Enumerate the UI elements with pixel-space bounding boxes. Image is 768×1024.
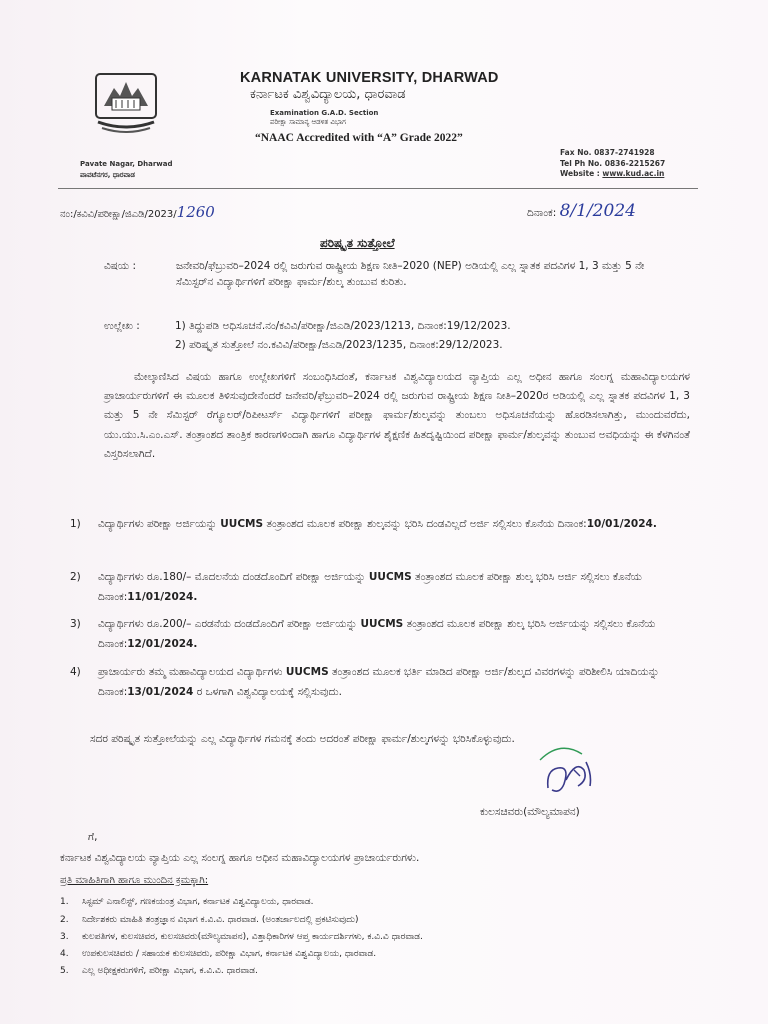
contact-block	[560, 148, 665, 180]
website-link[interactable]: www.kud.ac.in	[602, 169, 665, 178]
naac-accreditation: “NAAC Accredited with “A” Grade 2022”	[255, 132, 463, 144]
list-item-text: ಪ್ರಾಚಾರ್ಯರು ತಮ್ಮ ಮಹಾವಿದ್ಯಾಲಯದ ವಿದ್ಯಾರ್ಥಿಗಳು UUCMS ತಂತ್ರಾಂಶದ ಮೂಲಕ ಭರ್ತಿ ಮಾಡಿದ ಪರೀಕ್ಷಾ ಅರ್ಜಿ/ಶುಲ್ಕದ ವಿವರಗಳನ್ನು ಪರಿಶೀಲಿಸಿ ಯಾದಿಯನ್ನು ದಿನಾಂಕ:13/01/2024 ರ ಒಳಗಾಗಿ ವಿಶ್ವವಿದ್ಯಾಲಯಕ್ಕೆ ಸಲ್ಲಿಸುವುದು.	[98, 666, 660, 698]
signature-icon	[530, 740, 600, 798]
list-item-text: ವಿದ್ಯಾರ್ಥಿಗಳು ರೂ.180/– ಮೊದಲನೆಯ ದಂಡದೊಂದಿಗೆ ಪರೀಕ್ಷಾ ಅರ್ಜಿಯನ್ನು UUCMS ತಂತ್ರಾಂಶದ ಮೂಲಕ ಪರೀಕ್ಷಾ ಶುಲ್ಕ ಭರಿಸಿ ಅರ್ಜಿ ಸಲ್ಲಿಸಲು ಕೊನೆಯ ದಿನಾಂಕ:11/01/2024.	[98, 571, 642, 603]
list-item-number: 4)	[70, 666, 81, 678]
body-paragraph	[104, 368, 690, 464]
website-line	[560, 169, 665, 180]
university-name-en: KARNATAK UNIVERSITY, DHARWAD	[240, 70, 499, 86]
subject-label: ವಿಷಯ :	[104, 260, 137, 272]
list-item: 5. ಎಲ್ಲ ಅಧೀಕ್ಷಕರುಗಳಿಗೆ, ಪರೀಕ್ಷಾ ವಿಭಾಗ, ಕ.ವಿ.ವಿ. ಧಾರವಾಡ.	[60, 966, 258, 976]
list-item: 4. ಉಪಕುಲಸಚಿವರು / ಸಹಾಯಕ ಕುಲಸಚಿವರು, ಪರೀಕ್ಷಾ ವಿಭಾಗ, ಕರ್ನಾಟಕ ವಿಶ್ವವಿದ್ಯಾಲಯ, ಧಾರವಾಡ.	[60, 949, 377, 959]
reference-number	[60, 203, 215, 221]
list-item-number: 1)	[70, 518, 81, 530]
date-label: ದಿನಾಂಕ:	[527, 207, 560, 219]
tel-number: Tel Ph No. 0836-2215267	[560, 158, 666, 168]
fax-number: Fax No. 0837-2741928	[560, 148, 655, 157]
closing-paragraph: ಸದರ ಪರಿಷ್ಕೃತ ಸುತ್ತೋಲೆಯನ್ನು ಎಲ್ಲ ವಿದ್ಯಾರ್ಥಿಗಳ ಗಮನಕ್ಕೆ ತಂದು ಅದರಂತೆ ಪರೀಕ್ಷಾ ಫಾರ್ಮ/ಶುಲ್ಕಗಳನ್ನು ಭರಿಸಿಕೊಳ್ಳುವುದು.	[90, 733, 515, 745]
section-name-en: Examination G.A.D. Section	[270, 109, 379, 117]
list-item: 1. ಸಿಸ್ಟಮ್ ಎನಾಲಿಸ್ಟ್, ಗಣಕಯಂತ್ರ ವಿಭಾಗ, ಕರ್ನಾಟಕ ವಿಶ್ವವಿದ್ಯಾಲಯ, ಧಾರವಾಡ.	[60, 897, 314, 907]
header-divider	[58, 188, 698, 189]
recipient-list: ಕರ್ನಾಟಕ ವಿಶ್ವವಿದ್ಯಾಲಯ ವ್ಯಾಪ್ತಿಯ ಎಲ್ಲ ಸಂಲಗ್ನ ಹಾಗೂ ಅಧೀನ ಮಹಾವಿದ್ಯಾಲಯಗಳ ಪ್ರಾಚಾರ್ಯರುಗಳು.	[60, 852, 420, 864]
list-item	[70, 567, 690, 607]
reference-item-1: 1) ತಿದ್ದುಪಡಿ ಅಧಿಸೂಚನೆ.ನಂ/ಕವಿವಿ/ಪರೀಕ್ಷಾ/ಜಿಎಡಿ/2023/1213, ದಿನಾಂಕ:19/12/2023.	[175, 320, 511, 332]
reference-number-prefix: ನಂ:/ಕವಿವಿ/ಪರೀಕ್ಷಾ/ಜಿಎಡಿ/2023/	[60, 209, 177, 220]
address-en: Pavate Nagar, Dharwad	[80, 160, 173, 168]
date-handwritten: 8/1/2024	[559, 201, 636, 221]
list-item: 2. ನಿರ್ದೇಶಕರು ಮಾಹಿತಿ ತಂತ್ರಜ್ಞಾನ ವಿಭಾಗ ಕ.ವಿ.ವಿ. ಧಾರವಾಡ. (ಅಂತರ್ಜಾಲದಲ್ಲಿ ಪ್ರಕಟಿಸುವುದು)	[60, 915, 359, 925]
list-item-text: ವಿದ್ಯಾರ್ಥಿಗಳು ರೂ.200/– ಎರಡನೆಯ ದಂಡದೊಂದಿಗೆ ಪರೀಕ್ಷಾ ಅರ್ಜಿಯನ್ನು UUCMS ತಂತ್ರಾಂಶದ ಮೂಲಕ ಪರೀಕ್ಷಾ ಶುಲ್ಕ ಭರಿಸಿ ಅರ್ಜಿಯನ್ನು ಸಲ್ಲಿಸಲು ಕೊನೆಯ ದಿನಾಂಕ:12/01/2024.	[98, 618, 656, 650]
website-label: Website :	[560, 169, 603, 178]
copy-to-heading: ಪ್ರತಿ ಮಾಹಿತಿಗಾಗಿ ಹಾಗೂ ಮುಂದಿನ ಕ್ರಮಕ್ಕಾಗಿ:	[60, 875, 209, 886]
university-name-kn: ಕರ್ನಾಟಕ ವಿಶ್ವವಿದ್ಯಾಲಯ, ಧಾರವಾಡ	[250, 87, 406, 102]
references-label: ಉಲ್ಲೇಖ :	[104, 320, 140, 332]
section-name-kn: ಪರೀಕ್ಷಾ ಸಾಮಾನ್ಯ ಆಡಳಿತ ವಿಭಾಗ	[270, 118, 346, 126]
address-block	[80, 159, 173, 181]
signatory-title: ಕುಲಸಚಿವರು(ಮೌಲ್ಯಮಾಪನ)	[480, 806, 580, 818]
list-item	[70, 614, 690, 654]
list-item-text: ವಿದ್ಯಾರ್ಥಿಗಳು ಪರೀಕ್ಷಾ ಅರ್ಜಿಯನ್ನು UUCMS ತಂತ್ರಾಂಶದ ಮೂಲಕ ಪರೀಕ್ಷಾ ಶುಲ್ಕವನ್ನು ಭರಿಸಿ ದಂಡವಿಲ್ಲದೆ ಅರ್ಜಿ ಸಲ್ಲಿಸಲು ಕೊನೆಯ ದಿನಾಂಕ:10/01/2024.	[98, 518, 657, 530]
list-item	[70, 662, 690, 702]
recipient-label: ಗೆ,	[88, 831, 98, 843]
list-item: 3. ಕುಲಪತಿಗಳ, ಕುಲಸಚಿವರ, ಕುಲಸಚಿವರು(ಮೌಲ್ಯಮಾಪನ), ವಿತ್ತಾಧಿಕಾರಿಗಳ ಆಪ್ತ ಕಾರ್ಯದರ್ಶಿಗಳು, ಕ.ವಿ.ವಿ ಧಾರವಾಡ.	[60, 932, 423, 942]
address-kn: ಪಾವಟೆನಗರ, ಧಾರವಾಡ	[80, 171, 135, 179]
list-item-number: 2)	[70, 571, 81, 583]
body-paragraph-text: ಮೇಲ್ಕಾಣಿಸಿದ ವಿಷಯ ಹಾಗೂ ಉಲ್ಲೇಖಗಳಿಗೆ ಸಂಬಂಧಿಸಿದಂತೆ, ಕರ್ನಾಟಕ ವಿಶ್ವವಿದ್ಯಾಲಯದ ವ್ಯಾಪ್ತಿಯ ಎಲ್ಲ ಅಧೀನ ಹಾಗೂ ಸಂಲಗ್ನ ಮಹಾವಿದ್ಯಾಲಯಗಳ ಪ್ರಾಚಾರ್ಯರುಗಳಿಗೆ ಈ ಮೂಲಕ ತಿಳಿಸುವುದೇನೆಂದರೆ ಜನೇವರಿ/ಫೆಬ್ರುವರಿ–2024 ರಲ್ಲಿ ಜರುಗುವ ರಾಷ್ಟ್ರೀಯ ಶಿಕ್ಷಣ ನೀತಿ–2020ರ ಅಡಿಯಲ್ಲಿ ಎಲ್ಲ ಸ್ನಾತಕ ಪದವಿಗಳ 1, 3 ಮತ್ತು 5 ನೇ ಸೆಮಿಸ್ಟರ್ ರೆಗ್ಯೂಲರ್/ರಿಪೀಟರ್ಸ್ ವಿದ್ಯಾರ್ಥಿಗಳಿಗೆ ಪರೀಕ್ಷಾ ಫಾರ್ಮ/ಶುಲ್ಕವನ್ನು ತುಂಬಲು ಅಧಿಸೂಚನೆಯನ್ನು ಹೊರಡಿಸಲಾಗಿತ್ತು, ಮುಂದುವರೆದು, ಯು.ಯು.ಸಿ.ಎಂ.ಎಸ್. ತಂತ್ರಾಂಶದ ತಾಂತ್ರಿಕ ಕಾರಣಗಳಿಂದಾಗಿ ಹಾಗೂ ವಿದ್ಯಾರ್ಥಿಗಳ ಶೈಕ್ಷಣಿಕ ಹಿತದೃಷ್ಟಿಯಿಂದ ಪರೀಕ್ಷಾ ಫಾರ್ಮ/ಶುಲ್ಕವನ್ನು ತುಂಬುವ ಅವಧಿಯನ್ನು ಈ ಕೆಳಗಿನಂತೆ ವಿಸ್ತರಿಸಲಾಗಿದೆ.	[104, 371, 690, 460]
document-title: ಪರಿಷ್ಕೃತ ಸುತ್ತೋಲೆ	[320, 236, 395, 250]
subject-text: ಜನೇವರಿ/ಫೆಬ್ರುವರಿ–2024 ರಲ್ಲಿ ಜರುಗುವ ರಾಷ್ಟ್ರೀಯ ಶಿಕ್ಷಣ ನೀತಿ–2020 (NEP) ಅಡಿಯಲ್ಲಿ ಎಲ್ಲ ಸ್ನಾತಕ ಪದವಿಗಳ 1, 3 ಮತ್ತು 5 ನೇ ಸೆಮಿಸ್ಟರ್‌ನ ವಿದ್ಯಾರ್ಥಿಗಳಿಗೆ ಪರೀಕ್ಷಾ ಫಾರ್ಮ/ಶುಲ್ಕ ತುಂಬುವ ಕುರಿತು.	[176, 260, 645, 288]
university-seal-icon	[94, 72, 158, 134]
document-date	[527, 201, 636, 221]
reference-item-2: 2) ಪರಿಷ್ಕೃತ ಸುತ್ತೋಲೆ ನಂ.ಕವಿವಿ/ಪರೀಕ್ಷಾ/ಜಿಎಡಿ/2023/1235, ದಿನಾಂಕ:29/12/2023.	[175, 339, 503, 351]
reference-number-handwritten: 1260	[176, 203, 215, 221]
list-item	[70, 514, 690, 534]
list-item-number: 3)	[70, 618, 81, 630]
